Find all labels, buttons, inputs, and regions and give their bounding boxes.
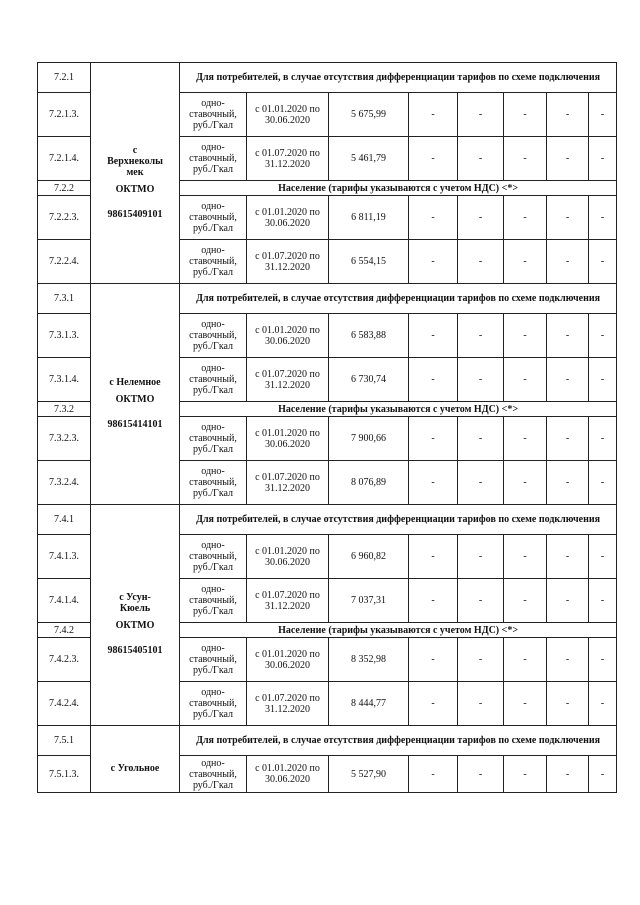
dash-cell: - bbox=[504, 417, 547, 461]
group-header-text: Население (тарифы указываются с учетом НДС) <*> bbox=[180, 181, 617, 196]
dash-cell: - bbox=[409, 461, 458, 505]
settlement-cell bbox=[91, 505, 180, 726]
dash-cell: - bbox=[547, 461, 589, 505]
settlement-cell bbox=[91, 63, 180, 284]
rate-type: одно-ставочный, руб./Гкал bbox=[180, 358, 247, 402]
dash-cell: - bbox=[504, 93, 547, 137]
tariff-value: 8 352,98 bbox=[329, 638, 409, 682]
period: с 01.01.2020 по 30.06.2020 bbox=[247, 417, 329, 461]
dash-cell: - bbox=[589, 314, 617, 358]
dash-cell: - bbox=[409, 137, 458, 181]
dash-cell: - bbox=[409, 93, 458, 137]
dash-cell: - bbox=[409, 314, 458, 358]
row-number: 7.2.1.4. bbox=[38, 137, 91, 181]
rate-type: одно-ставочный, руб./Гкал bbox=[180, 196, 247, 240]
dash-cell: - bbox=[504, 314, 547, 358]
settlement-line: с bbox=[132, 144, 138, 156]
dash-cell: - bbox=[458, 417, 504, 461]
period: с 01.01.2020 по 30.06.2020 bbox=[247, 535, 329, 579]
rate-type: одно-ставочный, руб./Гкал bbox=[180, 417, 247, 461]
dash-cell: - bbox=[409, 240, 458, 284]
dash-cell: - bbox=[504, 240, 547, 284]
tariff-value: 7 900,66 bbox=[329, 417, 409, 461]
dash-cell: - bbox=[409, 682, 458, 726]
tariff-value: 5 527,90 bbox=[329, 756, 409, 793]
settlement-line: Кюель bbox=[119, 603, 151, 614]
rate-type: одно-ставочный, руб./Гкал bbox=[180, 638, 247, 682]
dash-cell: - bbox=[547, 682, 589, 726]
dash-cell: - bbox=[589, 137, 617, 181]
rate-type: одно-ставочный, руб./Гкал bbox=[180, 579, 247, 623]
period: с 01.07.2020 по 31.12.2020 bbox=[247, 579, 329, 623]
row-number: 7.3.1.3. bbox=[38, 314, 91, 358]
settlement-line: мек bbox=[126, 166, 144, 178]
rate-type: одно-ставочный, руб./Гкал bbox=[180, 240, 247, 284]
dash-cell: - bbox=[458, 314, 504, 358]
group-number: 7.3.1 bbox=[38, 284, 91, 314]
rate-type: одно-ставочный, руб./Гкал bbox=[180, 682, 247, 726]
rate-type: одно-ставочный, руб./Гкал bbox=[180, 93, 247, 137]
dash-cell: - bbox=[589, 240, 617, 284]
dash-cell: - bbox=[504, 461, 547, 505]
tariff-value: 5 461,79 bbox=[329, 137, 409, 181]
period: с 01.07.2020 по 31.12.2020 bbox=[247, 137, 329, 181]
tariff-value: 8 444,77 bbox=[329, 682, 409, 726]
dash-cell: - bbox=[547, 240, 589, 284]
dash-cell: - bbox=[458, 137, 504, 181]
dash-cell: - bbox=[458, 638, 504, 682]
dash-cell: - bbox=[409, 358, 458, 402]
group-header-text: Для потребителей, в случае отсутствия дифференциации тарифов по схеме подключения bbox=[180, 284, 617, 314]
dash-cell: - bbox=[504, 579, 547, 623]
dash-cell: - bbox=[589, 579, 617, 623]
row-number: 7.2.2.3. bbox=[38, 196, 91, 240]
period: с 01.01.2020 по 30.06.2020 bbox=[247, 314, 329, 358]
row-number: 7.5.1.3. bbox=[38, 756, 91, 793]
dash-cell: - bbox=[589, 461, 617, 505]
dash-cell: - bbox=[409, 196, 458, 240]
tariff-table bbox=[37, 62, 617, 793]
group-header-text: Население (тарифы указываются с учетом НДС) <*> bbox=[180, 402, 617, 417]
dash-cell: - bbox=[547, 93, 589, 137]
group-header-text: Для потребителей, в случае отсутствия дифференциации тарифов по схеме подключения bbox=[180, 505, 617, 535]
settlement-line: 98615405101 bbox=[107, 645, 163, 656]
dash-cell: - bbox=[547, 638, 589, 682]
dash-cell: - bbox=[458, 358, 504, 402]
period: с 01.01.2020 по 30.06.2020 bbox=[247, 93, 329, 137]
dash-cell: - bbox=[409, 638, 458, 682]
dash-cell: - bbox=[589, 93, 617, 137]
rate-type: одно-ставочный, руб./Гкал bbox=[180, 461, 247, 505]
tariff-value: 6 811,19 bbox=[329, 196, 409, 240]
settlement-line: ОКТМО bbox=[115, 183, 155, 195]
dash-cell: - bbox=[504, 682, 547, 726]
group-number: 7.5.1 bbox=[38, 726, 91, 756]
tariff-value: 8 076,89 bbox=[329, 461, 409, 505]
dash-cell: - bbox=[547, 535, 589, 579]
settlement-line: Верхнеколы bbox=[107, 155, 163, 167]
dash-cell: - bbox=[504, 358, 547, 402]
table-body bbox=[38, 63, 617, 793]
dash-cell: - bbox=[504, 756, 547, 793]
dash-cell: - bbox=[458, 682, 504, 726]
dash-cell: - bbox=[458, 93, 504, 137]
dash-cell: - bbox=[589, 358, 617, 402]
settlement-cell bbox=[91, 284, 180, 505]
tariff-value: 7 037,31 bbox=[329, 579, 409, 623]
rate-type: одно-ставочный, руб./Гкал bbox=[180, 756, 247, 793]
period: с 01.07.2020 по 31.12.2020 bbox=[247, 358, 329, 402]
dash-cell: - bbox=[589, 535, 617, 579]
group-header-text: Для потребителей, в случае отсутствия дифференциации тарифов по схеме подключения bbox=[180, 726, 617, 756]
group-number: 7.4.1 bbox=[38, 505, 91, 535]
dash-cell: - bbox=[504, 638, 547, 682]
settlement-line: с Нелемное bbox=[109, 376, 161, 388]
row-number: 7.4.2.3. bbox=[38, 638, 91, 682]
dash-cell: - bbox=[589, 682, 617, 726]
settlement-line: с Усун- bbox=[119, 592, 151, 603]
row-number: 7.4.1.4. bbox=[38, 579, 91, 623]
row-number: 7.4.1.3. bbox=[38, 535, 91, 579]
dash-cell: - bbox=[547, 358, 589, 402]
dash-cell: - bbox=[547, 314, 589, 358]
dash-cell: - bbox=[547, 579, 589, 623]
dash-cell: - bbox=[589, 638, 617, 682]
row-number: 7.2.2.4. bbox=[38, 240, 91, 284]
dash-cell: - bbox=[547, 756, 589, 793]
group-number: 7.2.1 bbox=[38, 63, 91, 93]
period: с 01.01.2020 по 30.06.2020 bbox=[247, 638, 329, 682]
group-header-text: Население (тарифы указываются с учетом НДС) <*> bbox=[180, 623, 617, 638]
period: с 01.07.2020 по 31.12.2020 bbox=[247, 682, 329, 726]
dash-cell: - bbox=[409, 756, 458, 793]
row-number: 7.3.2.3. bbox=[38, 417, 91, 461]
dash-cell: - bbox=[504, 137, 547, 181]
dash-cell: - bbox=[589, 417, 617, 461]
group-header-text: Для потребителей, в случае отсутствия дифференциации тарифов по схеме подключения bbox=[180, 63, 617, 93]
settlement-line: ОКТМО bbox=[115, 620, 155, 631]
group-number: 7.4.2 bbox=[38, 623, 91, 638]
row-number: 7.3.2.4. bbox=[38, 461, 91, 505]
period: с 01.07.2020 по 31.12.2020 bbox=[247, 240, 329, 284]
settlement-line: 98615409101 bbox=[107, 208, 163, 220]
dash-cell: - bbox=[458, 535, 504, 579]
tariff-value: 6 730,74 bbox=[329, 358, 409, 402]
row-number: 7.4.2.4. bbox=[38, 682, 91, 726]
settlement-line: 98615414101 bbox=[107, 418, 163, 430]
dash-cell: - bbox=[409, 417, 458, 461]
period: с 01.01.2020 по 30.06.2020 bbox=[247, 756, 329, 793]
dash-cell: - bbox=[547, 137, 589, 181]
dash-cell: - bbox=[504, 196, 547, 240]
dash-cell: - bbox=[589, 196, 617, 240]
settlement-line: ОКТМО bbox=[115, 393, 155, 405]
rate-type: одно-ставочный, руб./Гкал bbox=[180, 535, 247, 579]
settlement-cell bbox=[91, 726, 180, 793]
tariff-value: 6 960,82 bbox=[329, 535, 409, 579]
tariff-value: 5 675,99 bbox=[329, 93, 409, 137]
dash-cell: - bbox=[409, 579, 458, 623]
dash-cell: - bbox=[547, 417, 589, 461]
dash-cell: - bbox=[547, 196, 589, 240]
dash-cell: - bbox=[504, 535, 547, 579]
dash-cell: - bbox=[458, 240, 504, 284]
group-header-row bbox=[38, 505, 617, 535]
dash-cell: - bbox=[409, 535, 458, 579]
group-header-row bbox=[38, 284, 617, 314]
row-number: 7.3.1.4. bbox=[38, 358, 91, 402]
rate-type: одно-ставочный, руб./Гкал bbox=[180, 137, 247, 181]
period: с 01.07.2020 по 31.12.2020 bbox=[247, 461, 329, 505]
group-number: 7.3.2 bbox=[38, 402, 91, 417]
row-number: 7.2.1.3. bbox=[38, 93, 91, 137]
group-header-row bbox=[38, 63, 617, 93]
tariff-value: 6 554,15 bbox=[329, 240, 409, 284]
period: с 01.01.2020 по 30.06.2020 bbox=[247, 196, 329, 240]
dash-cell: - bbox=[458, 579, 504, 623]
tariff-value: 6 583,88 bbox=[329, 314, 409, 358]
settlement-line: с Угольное bbox=[110, 762, 160, 774]
group-number: 7.2.2 bbox=[38, 181, 91, 196]
dash-cell: - bbox=[458, 461, 504, 505]
rate-type: одно-ставочный, руб./Гкал bbox=[180, 314, 247, 358]
group-header-row bbox=[38, 726, 617, 756]
dash-cell: - bbox=[589, 756, 617, 793]
dash-cell: - bbox=[458, 756, 504, 793]
dash-cell: - bbox=[458, 196, 504, 240]
